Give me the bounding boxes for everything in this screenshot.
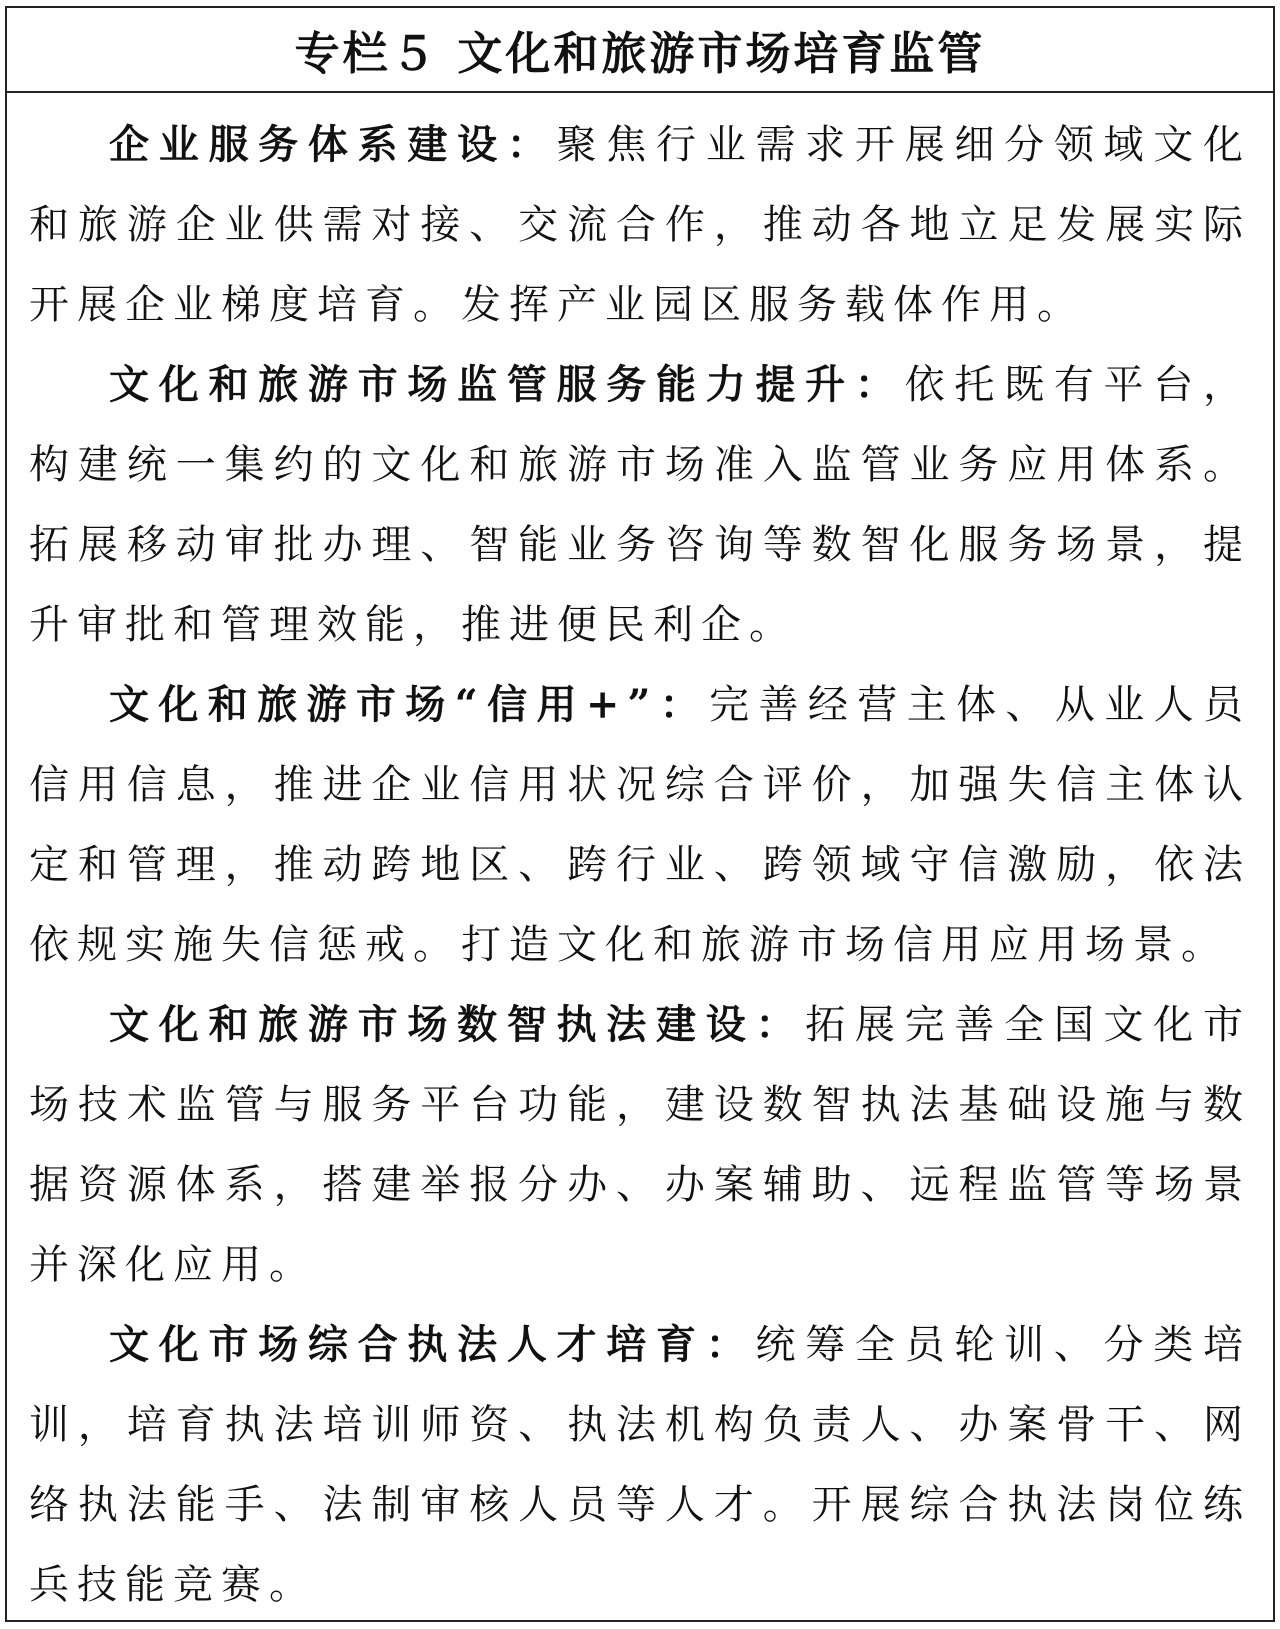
paragraph-text: 聚焦行业需求开展细分领域文化和旅游企业供需对接、交流合作，推动各地立足发展实际开展企业梯度培育。发挥产业园区服务载体作用。 bbox=[29, 122, 1252, 328]
paragraph-text: 完善经营主体、从业人员信用信息，推进企业信用状况综合评价，加强失信主体认定和管理，推动跨地区、跨行业、跨领域守信激励，依法依规实施失信惩戒。打造文化和旅游市场信用应用场景。 bbox=[29, 682, 1252, 968]
column-box bbox=[5, 6, 1275, 1622]
paragraph-term: 文化和旅游市场监管服务能力提升： bbox=[109, 361, 905, 408]
paragraph-term: 企业服务体系建设： bbox=[109, 121, 557, 168]
title-bar bbox=[7, 8, 1273, 93]
paragraph-digital-enforcement bbox=[29, 985, 1251, 1305]
paragraph-term: 文化和旅游市场“信用+”： bbox=[109, 681, 710, 728]
paragraph-talent-cultivation bbox=[29, 1305, 1251, 1625]
paragraph-regulatory-capacity bbox=[29, 345, 1251, 665]
paragraph-term: 文化市场综合执法人才培育： bbox=[109, 1321, 756, 1368]
paragraph-text: 统筹全员轮训、分类培训，培育执法培训师资、执法机构负责人、办案骨干、网络执法能手、法制审核人员等人才。开展综合执法岗位练兵技能竞赛。 bbox=[29, 1322, 1252, 1608]
paragraph-text: 依托既有平台，构建统一集约的文化和旅游市场准入监管业务应用体系。拓展移动审批办理、智能业务咨询等数智化服务场景，提升审批和管理效能，推进便民利企。 bbox=[29, 362, 1252, 648]
column-title: 专栏５ 文化和旅游市场培育监管 bbox=[294, 27, 986, 80]
paragraph-text: 拓展完善全国文化市场技术监管与服务平台功能，建设数智执法基础设施与数据资源体系，搭建举报分办、办案辅助、远程监管等场景并深化应用。 bbox=[29, 1002, 1252, 1288]
column-content bbox=[7, 93, 1273, 1625]
paragraph-credit-plus bbox=[29, 665, 1251, 985]
paragraph-enterprise-service bbox=[29, 105, 1251, 345]
paragraph-term: 文化和旅游市场数智执法建设： bbox=[109, 1001, 806, 1048]
